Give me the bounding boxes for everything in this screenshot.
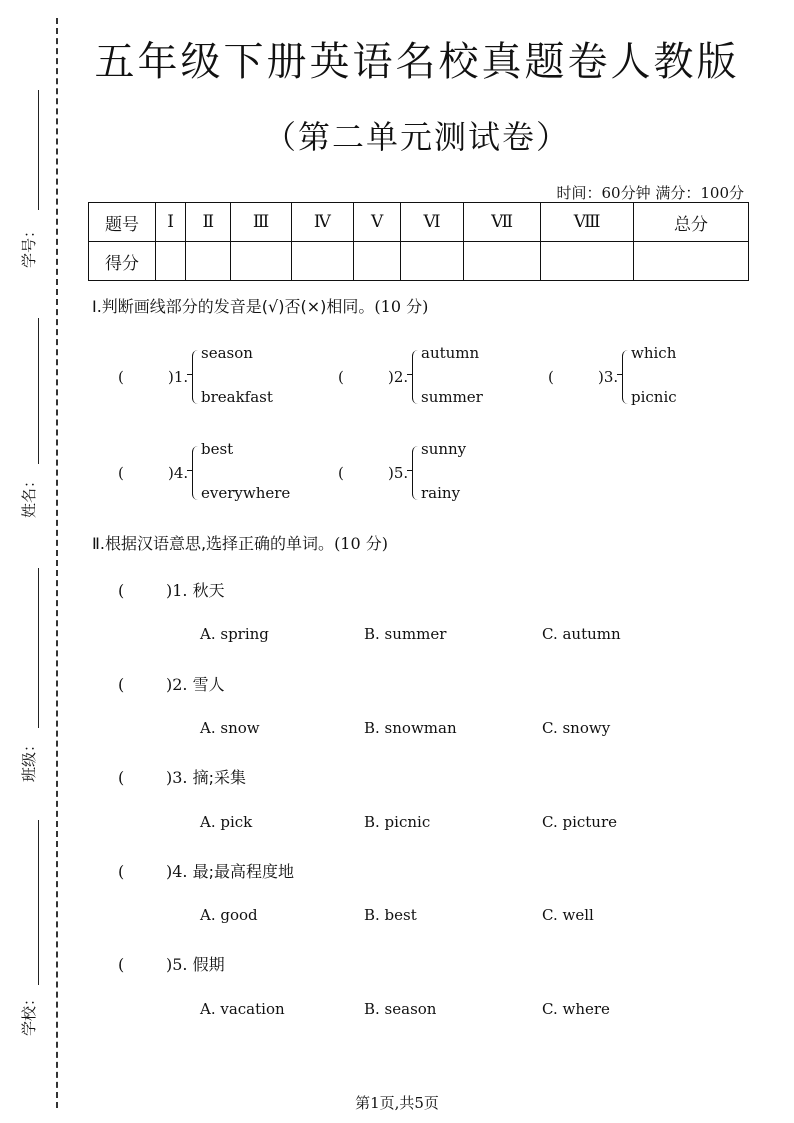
column-header: Ⅵ [401,203,464,242]
score-cell[interactable] [401,242,464,281]
answer-paren[interactable]: ( [118,862,125,881]
section-1-heading [92,294,428,317]
school-label: 学校： [20,990,38,1036]
section-2-title: Ⅱ.根据汉语意思,选择正确的单词。 [92,534,335,553]
option-a: A. spring [200,625,269,643]
student-id-blank[interactable] [38,90,39,210]
binding-dashed-line [56,18,58,1108]
score-cell-total[interactable] [633,242,748,281]
item-number: )2. [388,368,409,386]
answer-paren[interactable]: ( [118,675,125,694]
question-text: 假期 [192,955,225,974]
score-cell[interactable] [463,242,541,281]
word-top: sunny [421,440,467,458]
row-label-question: 题号 [89,203,156,242]
score-cell[interactable] [291,242,353,281]
option-c: C. picture [542,813,618,831]
question-line [118,578,225,601]
option-a: A. vacation [200,1000,285,1018]
column-header: Ⅴ [353,203,400,242]
answer-paren[interactable]: ( [118,581,125,600]
question-text: 最;最高程度地 [192,862,295,881]
answer-paren[interactable]: ( [118,768,125,787]
answer-paren[interactable]: ( [118,368,124,386]
word-bottom: picnic [631,388,677,406]
question-text: 摘;采集 [192,768,247,787]
column-header: Ⅲ [231,203,291,242]
question-number: )1. [166,581,188,600]
answer-paren[interactable]: ( [118,464,124,482]
score-table-header-row [89,203,749,242]
column-header: Ⅳ [291,203,353,242]
column-header: Ⅰ [156,203,186,242]
name-label: 姓名： [20,472,38,518]
question-number: )5. [166,955,188,974]
section-1-score: (10 分) [374,297,429,316]
word-top: season [201,344,253,362]
question-number: )4. [166,862,188,881]
brace-icon [622,350,630,404]
item-number: )4. [168,464,189,482]
page-subtitle: （第二单元测试卷） [263,118,570,156]
option-a: A. good [200,906,258,924]
question-number: )3. [166,768,188,787]
score-cell[interactable] [186,242,231,281]
item-number: )3. [598,368,619,386]
word-top: best [201,440,234,458]
student-id-label: 学号： [20,222,38,268]
word-bottom: everywhere [201,484,291,502]
class-label: 班级： [20,736,38,782]
option-c: C. where [542,1000,610,1018]
page-footer: 第1页,共5页 [355,1094,439,1112]
column-header: Ⅶ [463,203,541,242]
option-a: A. pick [200,813,253,831]
score-table-score-row [89,242,749,281]
option-c: C. snowy [542,719,611,737]
section-1-title: Ⅰ.判断画线部分的发音是(√)否(×)相同。 [92,297,375,316]
question-text: 秋天 [192,581,225,600]
answer-paren[interactable]: ( [118,955,125,974]
question-line [118,952,225,975]
brace-icon [192,446,200,500]
item-number: )5. [388,464,409,482]
column-header-total: 总分 [633,203,748,242]
question-text: 雪人 [192,675,225,694]
score-cell[interactable] [231,242,291,281]
option-b: B. season [364,1000,437,1018]
option-c: C. well [542,906,594,924]
word-bottom: breakfast [201,388,273,406]
answer-paren[interactable]: ( [338,464,344,482]
score-cell[interactable] [353,242,400,281]
word-top: autumn [421,344,480,362]
section-2-score: (10 分) [334,534,388,553]
word-top: which [631,344,677,362]
question-line [118,765,246,788]
row-label-score: 得分 [89,242,156,281]
brace-icon [192,350,200,404]
option-c: C. autumn [542,625,621,643]
column-header: Ⅱ [186,203,231,242]
name-blank[interactable] [38,318,39,464]
item-number: )1. [168,368,189,386]
score-table [88,202,749,281]
option-b: B. summer [364,625,447,643]
column-header: Ⅷ [541,203,634,242]
score-cell[interactable] [156,242,186,281]
answer-paren[interactable]: ( [338,368,344,386]
option-a: A. snow [200,719,260,737]
question-line [118,859,294,882]
section-2-heading [92,531,388,554]
score-cell[interactable] [541,242,634,281]
word-bottom: summer [421,388,483,406]
question-number: )2. [166,675,188,694]
option-b: B. snowman [364,719,457,737]
word-bottom: rainy [421,484,461,502]
option-b: B. picnic [364,813,431,831]
school-blank[interactable] [38,820,39,985]
option-b: B. best [364,906,417,924]
exam-meta: 时间：60分钟 满分：100分 [556,184,744,202]
brace-icon [412,350,420,404]
question-line [118,672,225,695]
answer-paren[interactable]: ( [548,368,554,386]
class-blank[interactable] [38,568,39,728]
page-title: 五年级下册英语名校真题卷人教版 [94,39,740,85]
brace-icon [412,446,420,500]
